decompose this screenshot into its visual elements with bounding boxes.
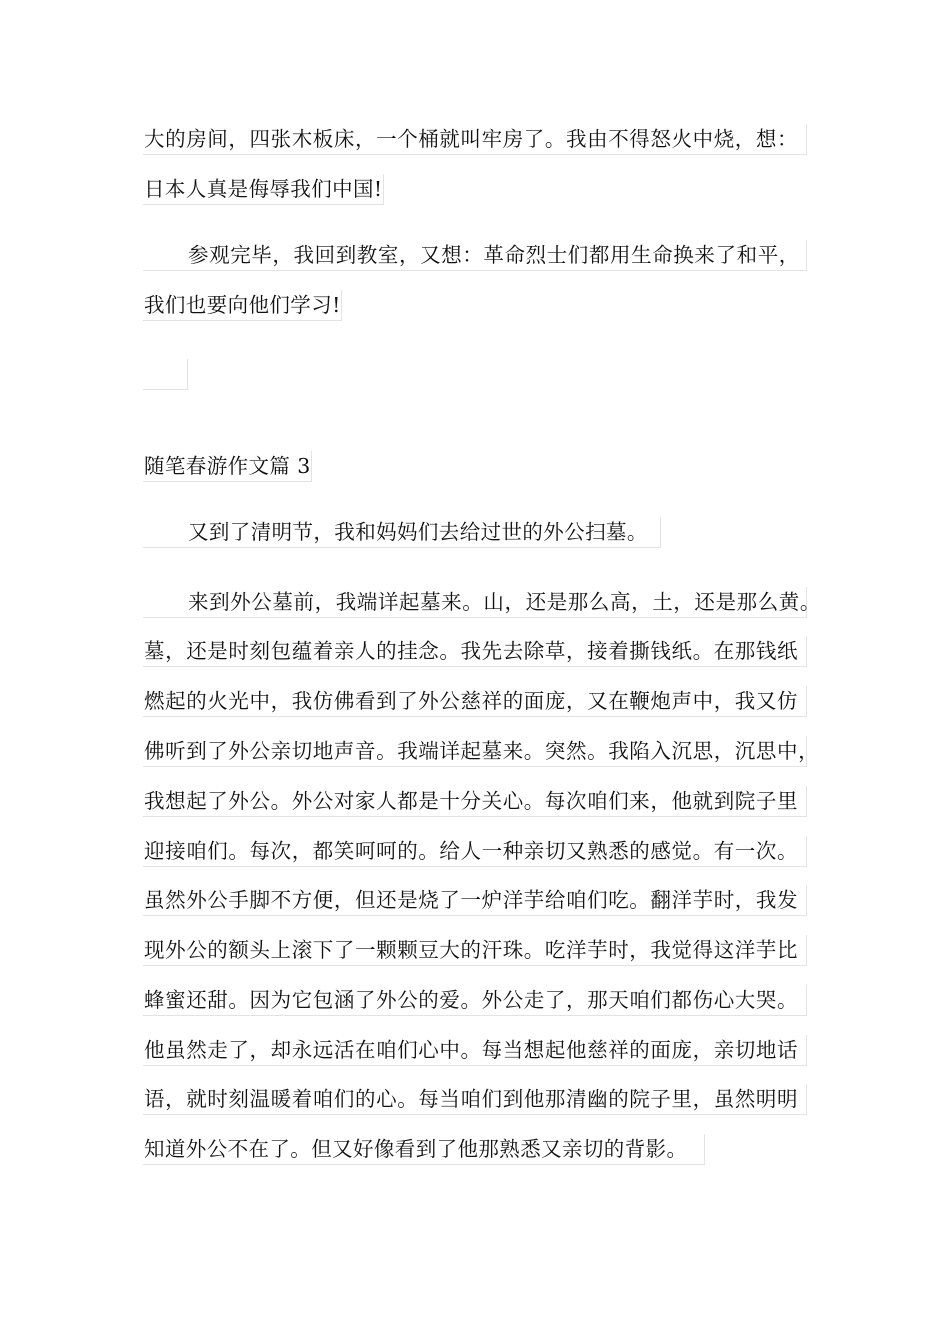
paragraph-line: 大的房间，四张木板床，一个桶就叫牢房了。我由不得怒火中烧，想： (143, 124, 807, 155)
paragraph-line: 参观完毕，我回到教室，又想：革命烈士们都用生命换来了和平， (143, 240, 807, 271)
paragraph-line: 日本人真是侮辱我们中国! (143, 174, 384, 205)
paragraph-line: 佛听到了外公亲切地声音。我端详起墓来。突然。我陷入沉思，沉思中， (143, 736, 807, 767)
paragraph-line: 我想起了外公。外公对家人都是十分关心。每次咱们来，他就到院子里 (143, 786, 807, 817)
paragraph-line: 墓，还是时刻包蕴着亲人的挂念。我先去除草，接着撕钱纸。在那钱纸 (143, 636, 807, 667)
paragraph-line: 燃起的火光中，我仿佛看到了外公慈祥的面庞，又在鞭炮声中，我又仿 (143, 686, 807, 717)
paragraph-line: 又到了清明节，我和妈妈们去给过世的外公扫墓。 (143, 517, 661, 548)
empty-paragraph (143, 359, 188, 390)
paragraph-line: 他虽然走了，却永远活在咱们心中。每当想起他慈祥的面庞，亲切地话 (143, 1035, 807, 1066)
paragraph-line: 来到外公墓前，我端详起墓来。山，还是那么高，土，还是那么黄。 (143, 587, 807, 618)
paragraph-line: 语，就时刻温暖着咱们的心。每当咱们到他那清幽的院子里，虽然明明 (143, 1084, 807, 1115)
paragraph-line: 虽然外公手脚不方便，但还是烧了一炉洋芋给咱们吃。翻洋芋时，我发 (143, 885, 807, 916)
paragraph-line: 现外公的额头上滚下了一颗颗豆大的汗珠。吃洋芋时，我觉得这洋芋比 (143, 935, 807, 966)
section-title: 随笔春游作文篇 3 (143, 451, 312, 482)
paragraph-line: 我们也要向他们学习! (143, 290, 342, 321)
paragraph-line: 蜂蜜还甜。因为它包涵了外公的爱。外公走了，那天咱们都伤心大哭。 (143, 985, 807, 1016)
paragraph-line: 迎接咱们。每次，都笑呵呵的。给人一种亲切又熟悉的感觉。有一次。 (143, 836, 807, 867)
paragraph-line: 知道外公不在了。但又好像看到了他那熟悉又亲切的背影。 (143, 1134, 705, 1165)
